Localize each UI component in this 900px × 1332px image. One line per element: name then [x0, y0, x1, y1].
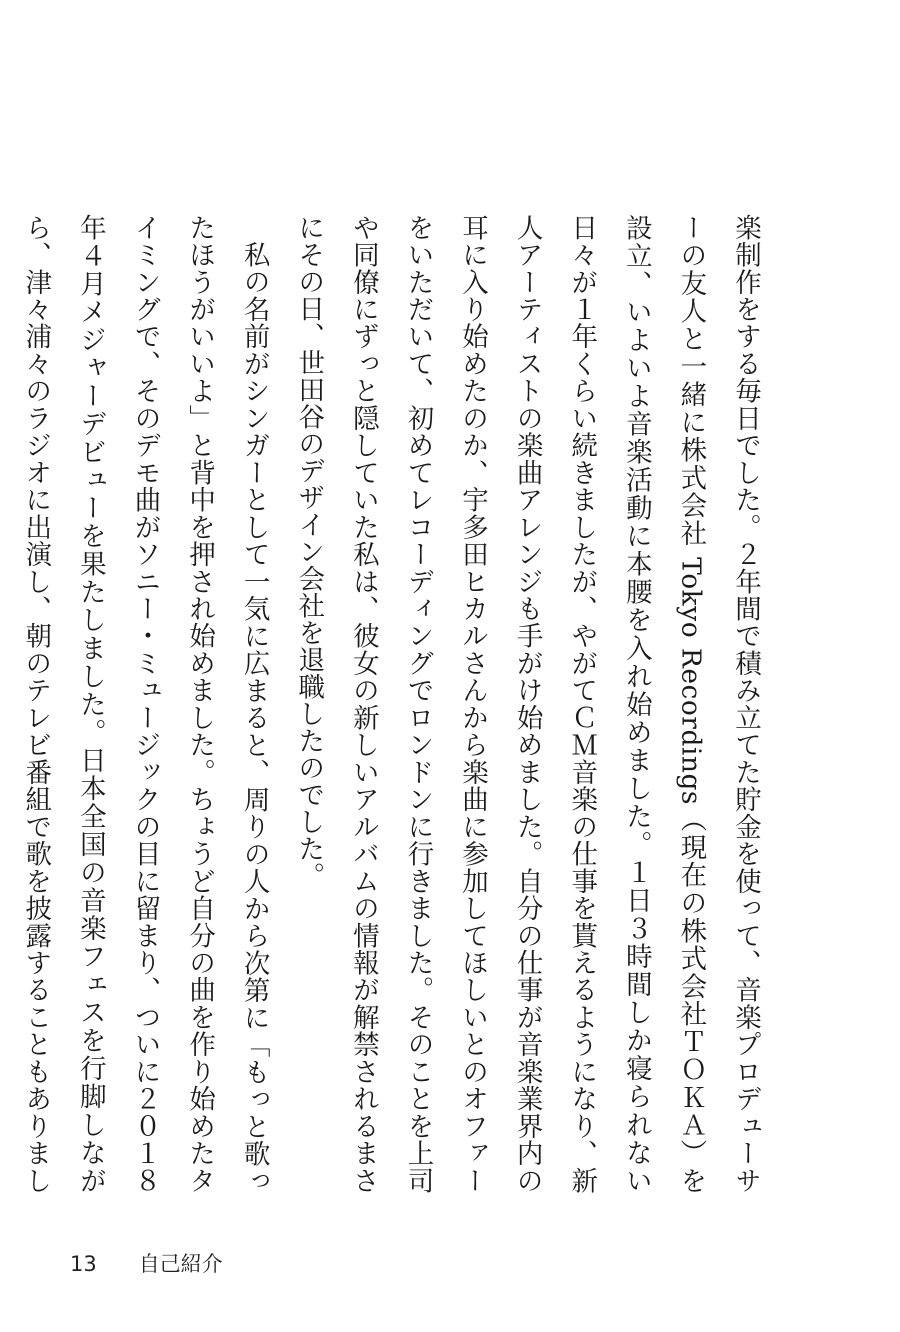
running-section-title: 自己紹介: [138, 1252, 223, 1276]
paragraph: 私の名前がシンガーとして一気に広まると、周りの人から次第に「もっと歌ったほうがいいよ」と背中を押され始めました。ちょうど自分の曲を作り始めたタイミングで、そのデモ曲がソニー・ミュージックの目に留まり、ついに２０１８年４月メジャーデビューを果たしました。日本全国の音楽フェスを行脚しながら、津々浦々のラジオに出演し、朝のテレビ番組で歌を披露することもありまし: [20, 214, 270, 1195]
paragraph: 楽制作をする毎日でした。２年間で積み立てた貯金を使って、音楽プロデューサーの友人と一緒に株式会社 Tokyo Recordings（現在の株式会社ＴＯＫＡ）を設立、いよいよ音楽活動に本腰を入れ始めました。１日３時間しか寝られない日々が１年くらい続きましたが、やがてＣＭ音楽の仕事を貰えるようになり、新人アーティストの楽曲アレンジも手がけ始めました。自分の仕事が音楽業界内の耳に入り始めたのか、宇多田ヒカルさんから楽曲に参加してほしいとのオファーをいただいて、初めてレコーディングでロンドンに行きました。そのことを上司や同僚にずっと隠していた私は、彼女の新しいアルバムの情報が解禁されるまさにその日、世田谷のデザイン会社を退職したのでした。: [293, 214, 761, 1195]
vertical-body-text: [20, 214, 772, 1195]
page-number: 13: [70, 1252, 97, 1276]
page-footer: [70, 1248, 223, 1278]
